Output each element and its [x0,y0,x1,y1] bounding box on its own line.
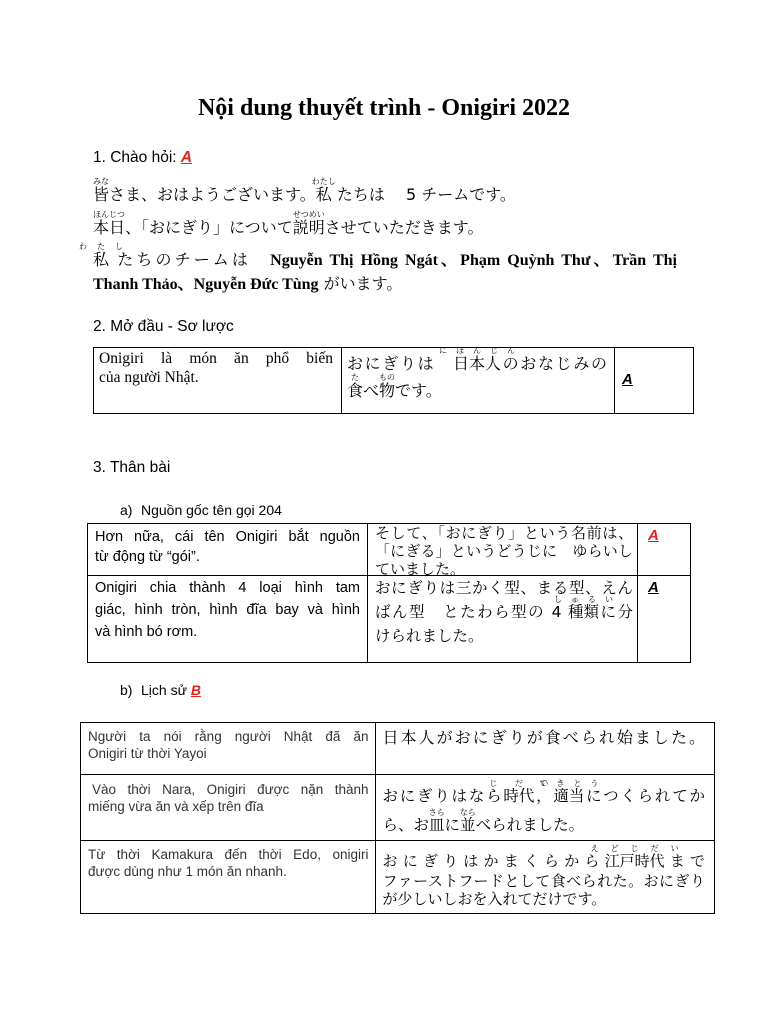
vietnamese-cell [81,775,375,840]
list-marker: a) [120,502,133,518]
cell-line: miếng vừa ăn và xếp trên đĩa [88,798,264,814]
kanji: 私 [315,185,332,204]
furigana: もの [379,372,396,382]
kanji: 並 [460,815,476,834]
vietnamese-cell [94,348,341,413]
text-run: おにぎりはかまくらから [382,852,605,870]
page-title: Nội dung thuyết trình - Onigiri 2022 [197,95,571,121]
grade-mark: A [648,579,659,596]
japanese-cell [375,841,715,913]
furigana: なら [459,807,476,817]
text-run: のおなじみの [501,353,607,373]
text-run: まで [664,852,705,870]
kanji: 種類 [567,603,599,621]
table-row [88,575,690,662]
cell-line [382,807,706,840]
ruby-word [79,242,124,269]
cell-line [382,844,706,872]
table-row [81,774,714,840]
grade-mark: A [648,527,659,544]
ruby-word [93,210,126,237]
furigana: わたし [79,242,124,251]
grade-mark: A [180,149,193,166]
text-run: たちのチームは [109,250,271,269]
intro-table [93,347,694,414]
grade-cell [637,524,690,575]
list-marker: b) [120,682,133,698]
text-run: ら、お [382,815,430,834]
furigana: た [351,372,359,382]
furigana: わたし [311,177,336,186]
kanji: 物 [379,380,396,400]
grade-mark: A [622,371,633,388]
origin-table [87,523,691,663]
text-run: ， [534,786,554,805]
subsection-title: Nguồn gốc tên gọi 204 [141,502,282,518]
text-run: がいます。 [318,274,403,293]
furigana: みな [93,177,109,186]
japanese-cell [367,576,637,662]
text-run: につくられてか [584,786,705,805]
cell-line: Onigiri là món ăn phổ biến [99,349,333,367]
ruby-word [539,778,599,805]
japanese-cell [375,723,715,774]
cell-line: Hơn nữa, cái tên Onigiri bắt nguồn [95,529,360,545]
ruby-word [292,210,325,237]
vietnamese-cell [88,524,367,575]
furigana: にほんじん [438,345,515,355]
history-table [80,722,715,914]
section-body-heading: 3. Thân bài [93,459,171,476]
cell-line: của người Nhật. [99,368,199,386]
grade-mark: B [190,682,201,698]
table-row [88,524,690,578]
text-run: させていただきます。 [324,218,484,237]
kanji: 時代 [503,786,535,805]
japanese-cell [341,345,614,413]
heading-text: 1. Chào hỏi: [93,149,177,166]
text-run: べられました。 [475,815,585,834]
table-row [81,840,714,913]
text-run: に分 [598,603,633,621]
text-run: たちは 5 チームです。 [331,185,516,204]
text-run: ばん型 とたわら型の 4 [375,603,568,621]
subsection-origin-heading [120,500,282,520]
kanji: 適当 [553,786,585,805]
kanji: 私 [93,250,110,269]
cell-line: そして、「おにぎり」という名前は、 [375,524,633,542]
cell-line: ていました。 [375,560,466,578]
ruby-word [379,372,396,400]
greeting-line-2 [93,210,484,243]
text-run: さま、おはようございます。 [109,185,316,204]
cell-line: 「にぎる」というどうじに ゆらいし [375,542,633,560]
cell-line: 日本人がおにぎりが食べられ始ました。 [382,728,705,747]
furigana: しゅるい [553,595,613,604]
subsection-title: Lịch sử [141,682,187,698]
furigana: えどじだい [590,844,679,853]
text-run: べ [363,380,380,400]
cell-line: ファーストフードとして食べられた。おにぎり [382,872,705,890]
cell-line: Từ thời Kamakura đến thời Edo, onigiri [88,847,369,862]
furigana: じだい [489,778,549,788]
furigana: てきとう [539,778,599,788]
kanji: 皆 [93,185,110,204]
cell-line: Vào thời Nara, Onigiri được nặn thành [92,781,369,797]
cell-line [347,372,607,404]
ruby-word [93,177,110,204]
furigana: さら [428,807,445,817]
table-row [81,723,714,774]
kanji: 本日 [93,218,126,237]
subsection-history-heading [120,680,201,700]
japanese-cell [367,524,637,578]
text-run: 、「おにぎり」について [125,218,293,237]
ruby-word [553,595,613,621]
ruby-word [311,177,336,204]
cell-line: Onigiri từ thời Yayoi [88,746,207,761]
member-names: Nguyễn Thị Hồng Ngát、Phạm Quỳnh Thư、Trần Thị [270,252,677,269]
section-greeting-heading [93,148,192,168]
furigana: ほんじつ [93,210,125,219]
ruby-word [489,778,549,805]
text-run: おにぎりは [347,353,453,373]
vietnamese-cell [88,576,367,662]
kanji: 説明 [292,218,325,237]
grade-cell [614,348,693,413]
kanji: 江戸時代 [604,852,665,870]
cell-line [375,595,633,624]
kanji: 日本人 [452,353,501,373]
ruby-word [347,372,364,400]
greeting-line-4 [93,269,402,300]
cell-line: Người ta nói rằng người Nhật đã ăn [88,729,369,744]
vietnamese-cell [81,723,375,774]
cell-line: từ động từ “gói”. [95,549,200,565]
text-run: です。 [395,380,442,400]
ruby-word [428,807,445,834]
cell-line: được dùng như 1 món ăn nhanh. [88,864,287,879]
kanji: 皿 [429,815,445,834]
text-run: に [444,815,461,834]
section-intro-heading: 2. Mở đầu - Sơ lược [93,318,234,335]
ruby-word [459,807,476,834]
ruby-word [438,345,515,373]
cell-line: おにぎりは三かく型、まる型、えん [375,579,633,597]
japanese-cell [375,775,715,840]
cell-line: が少しいしおを入れてだけです。 [382,890,607,908]
grade-cell [637,576,690,662]
cell-line: giác, hình tròn, hình đĩa bay và hình [95,602,360,618]
furigana: せつめい [292,210,325,219]
vietnamese-cell [81,841,375,913]
cell-line: và hình bó rơm. [95,624,198,640]
cell-line: Onigiri chia thành 4 loại hình tam [95,580,360,596]
member-names: Thanh Thảo、Nguyễn Đức Tùng [93,276,319,293]
ruby-word [590,844,679,870]
text-run: おにぎりはなら [382,786,504,805]
cell-line: けられました。 [375,627,484,645]
cell-line [382,778,706,811]
greeting-line-1 [93,177,516,210]
kanji: 食 [347,380,364,400]
